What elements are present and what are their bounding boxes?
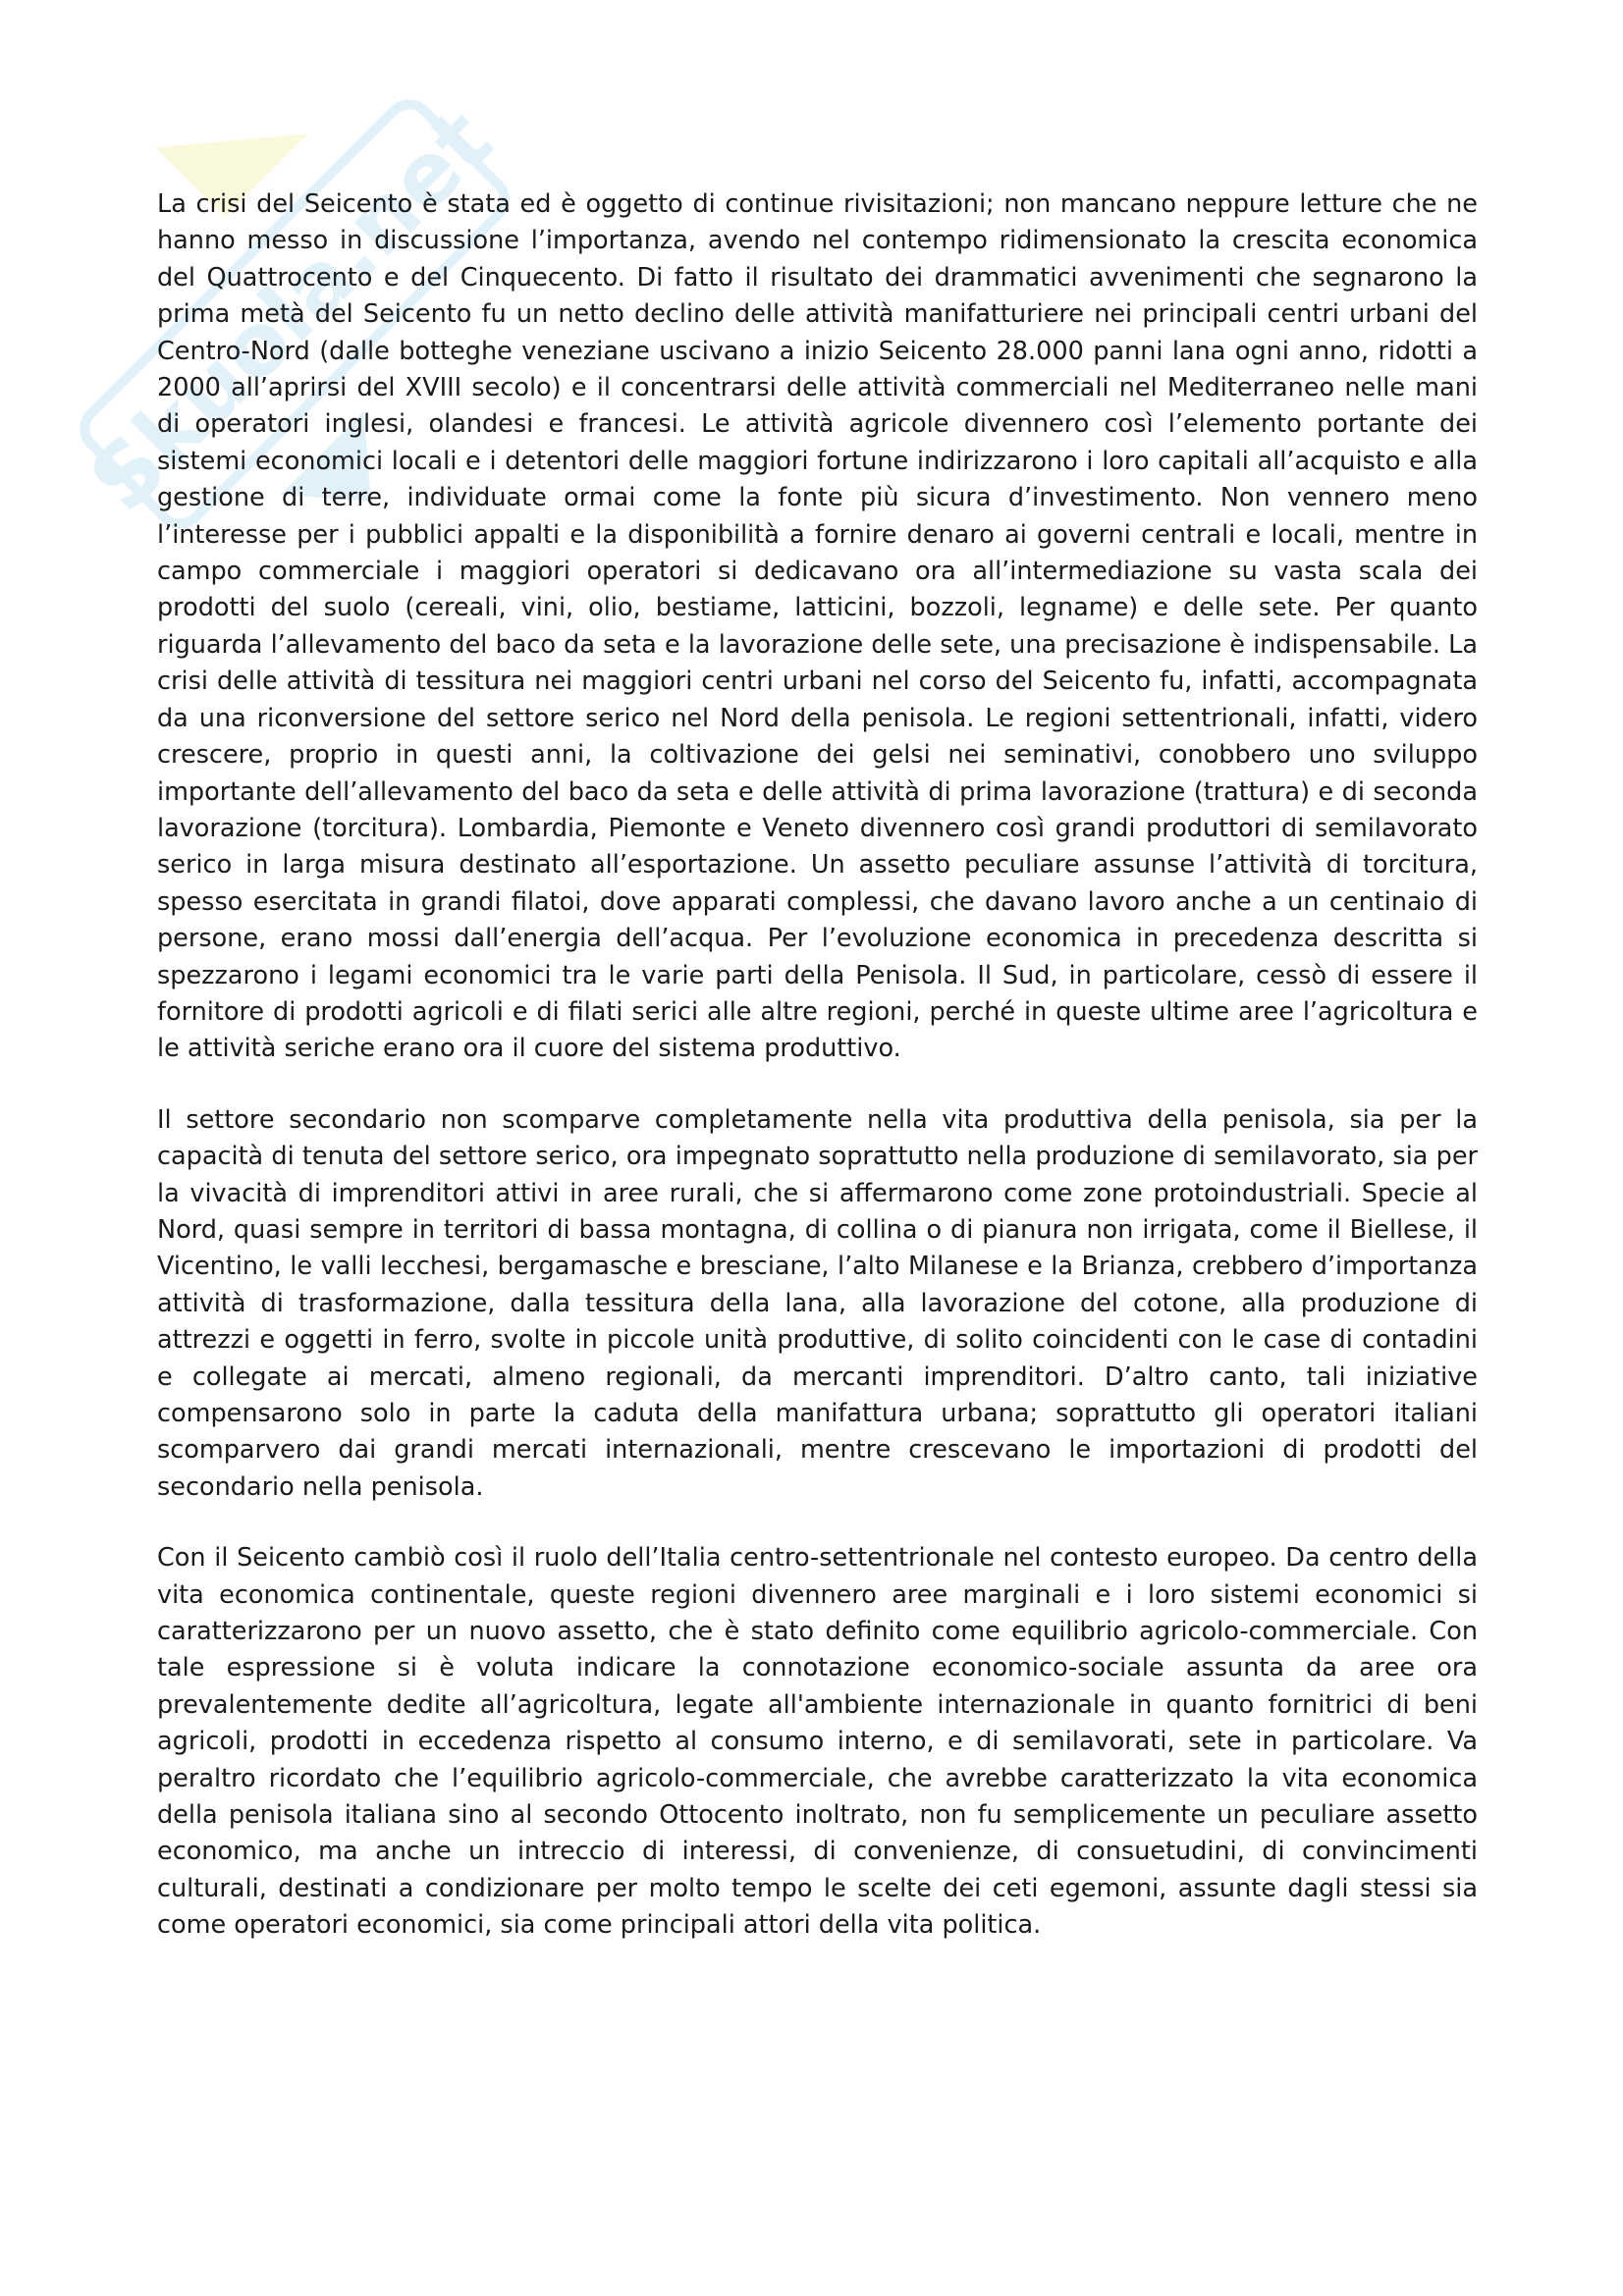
- document-body: [157, 187, 1478, 1979]
- watermark-text: Skuola.net: [70, 89, 512, 531]
- paragraph-3: Con il Seicento cambiò così il ruolo dell’Italia centro-settentrionale nel contesto europeo. Da centro della vita economica continentale, queste regioni divennero aree marginali e i loro sistemi economici si caratterizzarono per un nuovo assetto, che è stato definito come equilibrio agricolo-commerciale. Con tale espressione si è voluta indicare la connotazione economico-sociale assunta da aree ora prevalentemente dedite all’agricoltura, legate all'ambiente internazionale in quanto fornitrici di beni agricoli, prodotti in eccedenza rispetto al consumo interno, e di semilavorati, sete in particolare. Va peraltro ricordato che l’equilibrio agricolo-commerciale, che avrebbe caratterizzato la vita economica della penisola italiana sino al secondo Ottocento inoltrato, non fu semplicemente un peculiare assetto economico, ma anche un intreccio di interessi, di convenienze, di consuetudini, di convincimenti culturali, destinati a condizionare per molto tempo le scelte dei ceti egemoni, assunte dagli stessi sia come operatori economici, sia come principali attori della vita politica.: [157, 1543, 1478, 1941]
- paragraph-1: La crisi del Seicento è stata ed è oggetto di continue rivisitazioni; non mancano neppure letture che ne hanno messo in discussione l’importanza, avendo nel contempo ridimensionato la crescita economica del Quattrocento e del Cinquecento. Di fatto il risultato dei drammatici avvenimenti che segnarono la prima metà del Seicento fu un netto declino delle attività manifatturiere nei principali centri urbani del Centro-Nord (dalle botteghe veneziane uscivano a inizio Seicento 28.000 panni lana ogni anno, ridotti a 2000 all’aprirsi del XVIII secolo) e il concentrarsi delle attività commerciali nel Mediterraneo nelle mani di operatori inglesi, olandesi e francesi. Le attività agricole divennero così l’elemento portante dei sistemi economici locali e i detentori delle maggiori fortune indirizzarono i loro capitali all’acquisto e alla gestione di terre, individuate ormai come la fonte più sicura d’investimento. Non vennero meno l’interesse per i pubblici appalti e la disponibilità a fornire denaro ai governi centrali e locali, mentre in campo commerciale i maggiori operatori si dedicavano ora all’intermediazione su vasta scala dei prodotti del suolo (cereali, vini, olio, bestiame, latticini, bozzoli, legname) e delle sete. Per quanto riguarda l’allevamento del baco da seta e la lavorazione delle sete, una precisazione è indispensabile. La crisi delle attività di tessitura nei maggiori centri urbani nel corso del Seicento fu, infatti, accompagnata da una riconversione del settore serico nel Nord della penisola. Le regioni settentrionali, infatti, videro crescere, proprio in questi anni, la coltivazione dei gelsi nei seminativi, conobbero uno sviluppo importante dell’allevamento del baco da seta e delle attività di prima lavorazione (trattura) e di seconda lavorazione (torcitura). Lombardia, Piemonte e Veneto divennero così grandi produttori di semilavorato serico in larga misura destinato all’esportazione. Un assetto peculiare assunse l’attività di torcitura, spesso esercitata in grandi filatoi, dove apparati complessi, che davano lavoro anche a un centinaio di persone, erano mossi dall’energia dell’acqua. Per l’evoluzione economica in precedenza descritta si spezzarono i legami economici tra le varie parti della Penisola. Il Sud, in particolare, cessò di essere il fornitore di prodotti agricoli e di filati serici alle altre regioni, perché in queste ultime aree l’agricoltura e le attività seriche erano ora il cuore del sistema produttivo.: [157, 189, 1478, 1064]
- paragraph-2: Il settore secondario non scomparve completamente nella vita produttiva della penisola, sia per la capacità di tenuta del settore serico, ora impegnato soprattutto nella produzione di semilavorato, sia per la vivacità di imprenditori attivi in aree rurali, che si affermarono come zone protoindustriali. Specie al Nord, quasi sempre in territori di bassa montagna, di collina o di pianura non irrigata, come il Biellese, il Vicentino, le valli lecchesi, bergamasche e bresciane, l’alto Milanese e la Brianza, crebbero d’importanza attività di trasformazione, dalla tessitura della lana, alla lavorazione del cotone, alla produzione di attrezzi e oggetti in ferro, svolte in piccole unità produttive, di solito coincidenti con le case di contadini e collegate ai mercati, almeno regionali, da mercanti imprenditori. D’altro canto, tali iniziative compensarono solo in parte la caduta della manifattura urbana; soprattutto gli operatori italiani scomparvero dai grandi mercati internazionali, mentre crescevano le importazioni di prodotti del secondario nella penisola.: [157, 1104, 1478, 1502]
